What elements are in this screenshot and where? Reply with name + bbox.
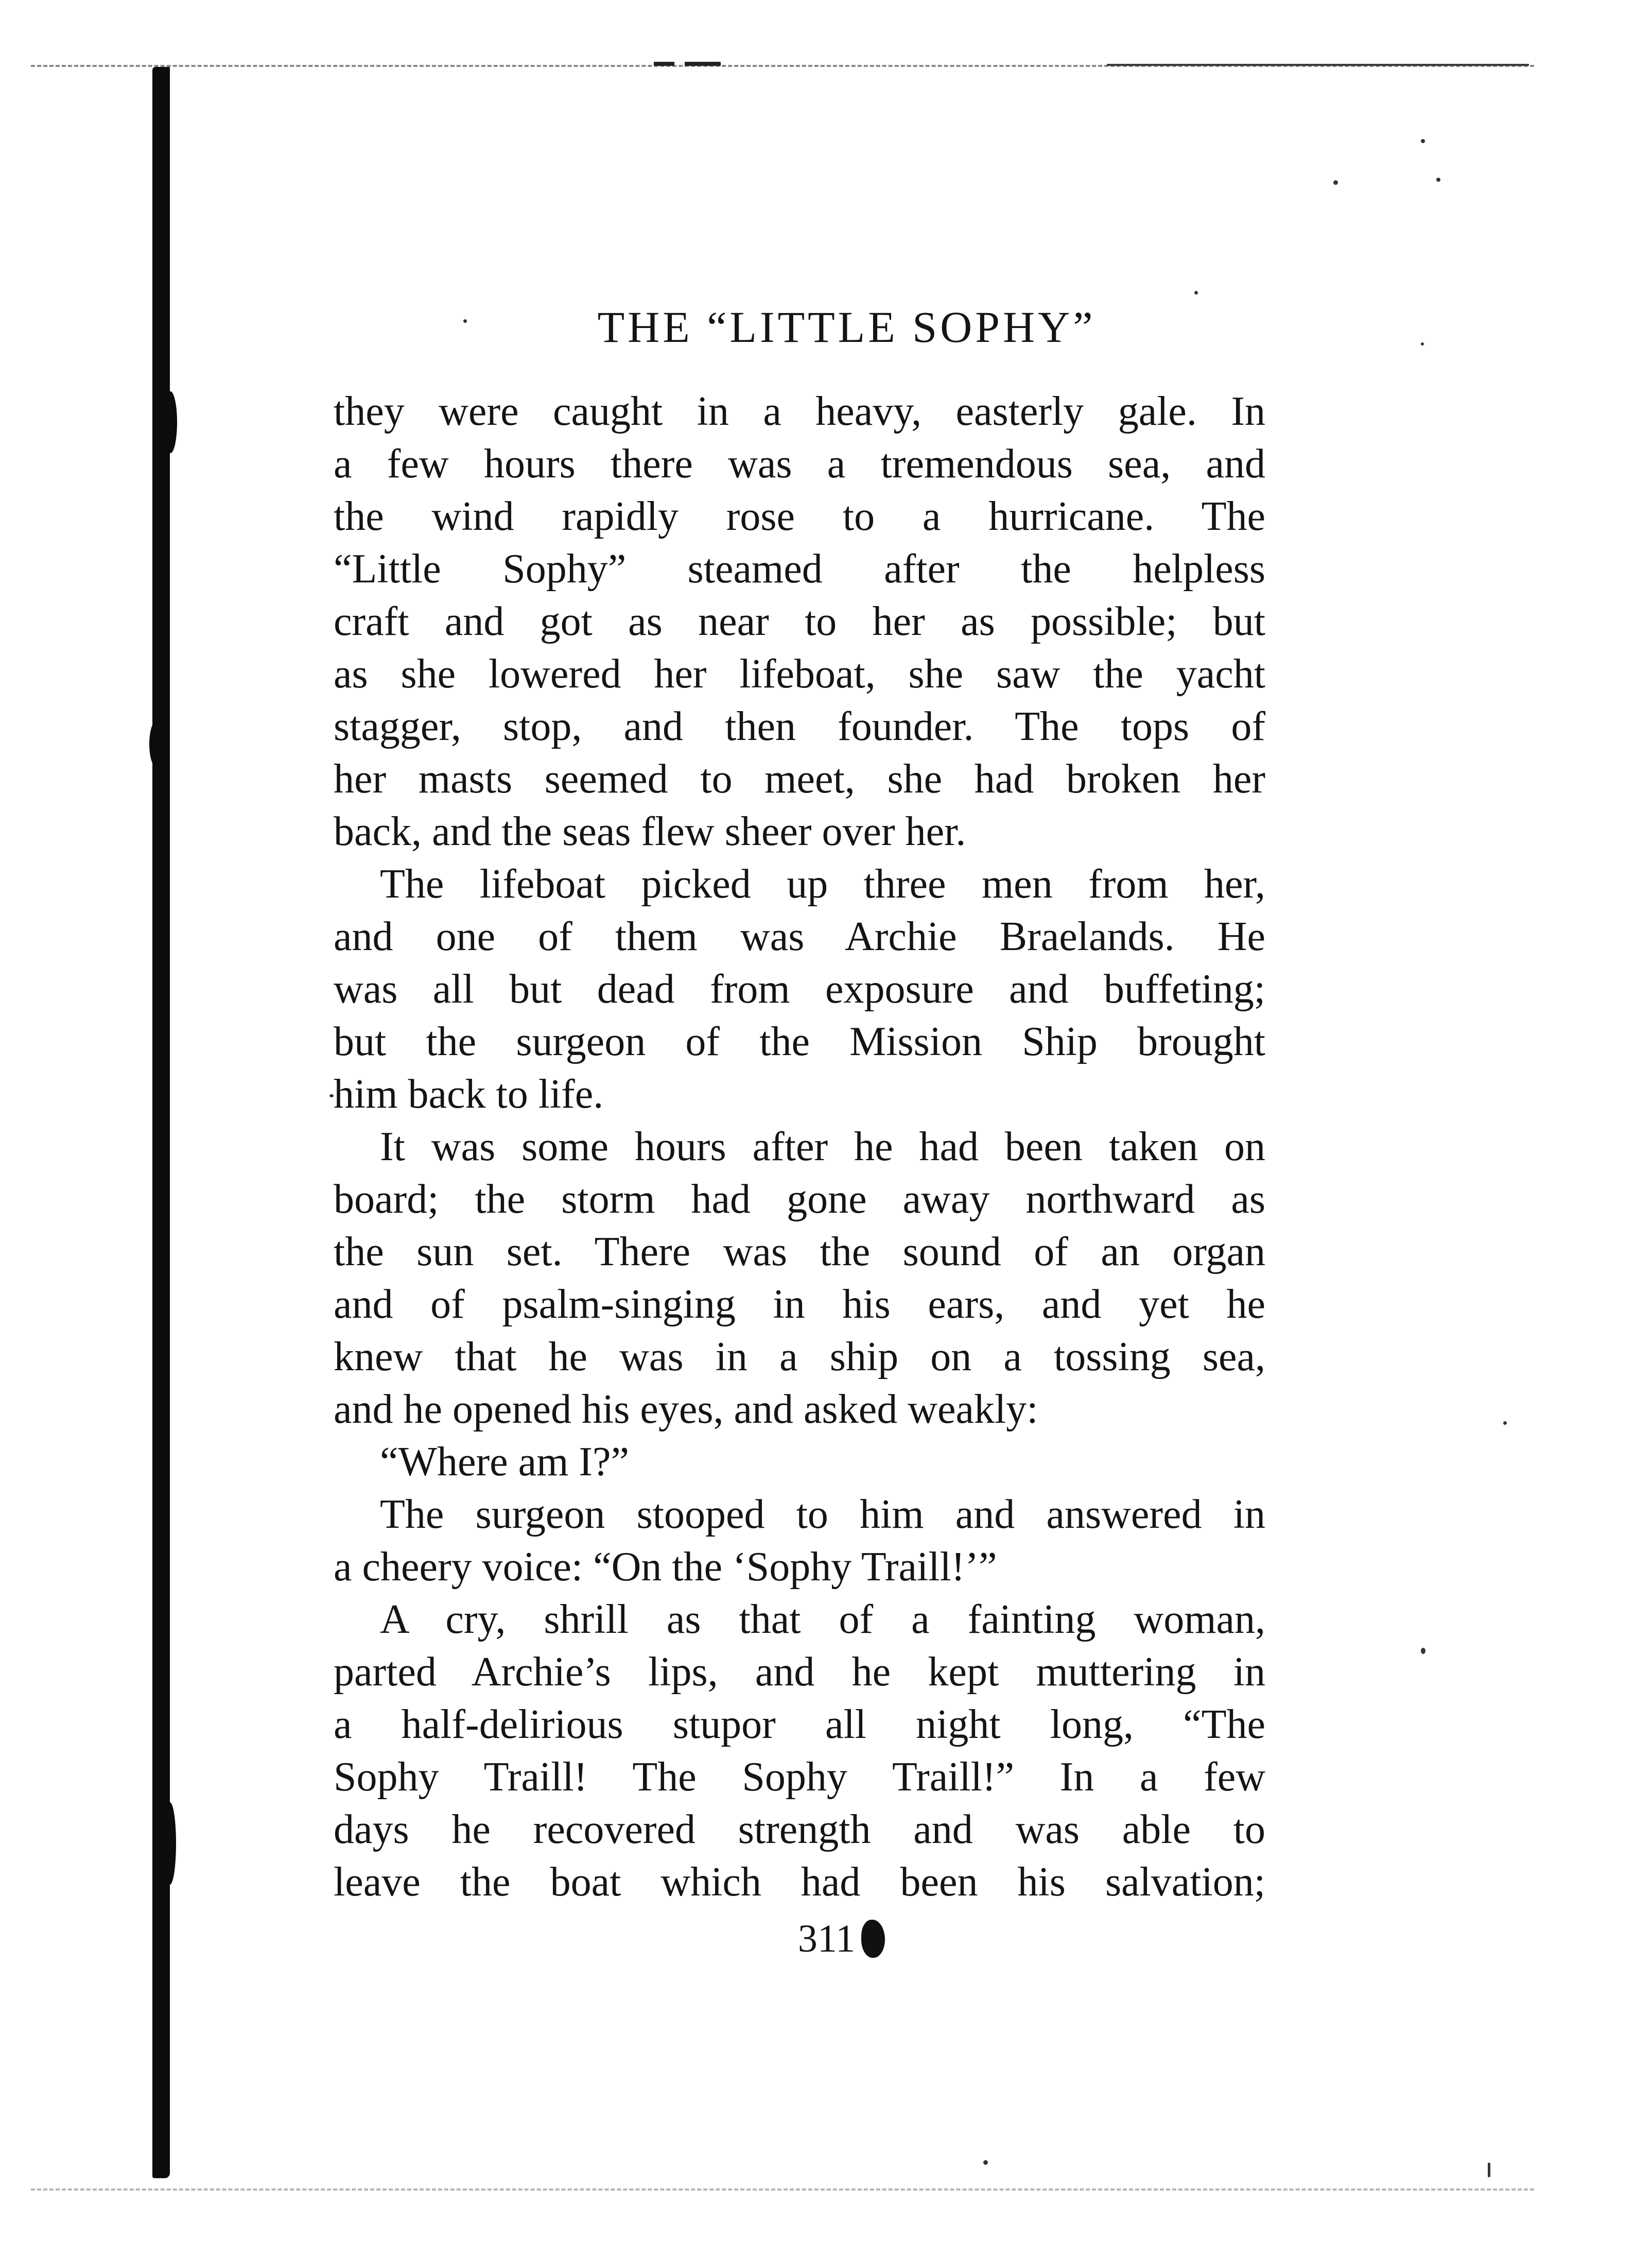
scan-speck: [1436, 178, 1440, 182]
paragraph: [334, 1488, 1265, 1593]
paragraph: [334, 1436, 1265, 1488]
text-line: It was some hours after he had been taken on: [380, 1124, 1265, 1169]
text-line: and one of them was Archie Braelands. He: [334, 914, 1265, 959]
text-line: a few hours there was a tremendous sea, and: [334, 441, 1265, 487]
page-number-text: 311: [797, 1917, 856, 1960]
text-line: but the surgeon of the Mission Ship brought: [334, 1019, 1265, 1064]
page-number: [0, 1913, 1652, 1964]
text-line: back, and the seas flew sheer over her.: [334, 809, 966, 854]
scan-speck: [329, 1094, 334, 1097]
text-line: board; the storm had gone away northward as: [334, 1177, 1265, 1222]
binding-shadow: [164, 391, 177, 453]
scan-bottom-edge: [31, 2188, 1534, 2191]
paragraph: [334, 858, 1265, 1120]
text-line: A cry, shrill as that of a fainting woman,: [380, 1597, 1265, 1642]
text-line: The lifeboat picked up three men from her,: [380, 861, 1265, 907]
text-line: stagger, stop, and then founder. The tops of: [334, 704, 1265, 749]
binding-shadow: [164, 1802, 176, 1885]
text-line: her masts seemed to meet, she had broken her: [334, 756, 1265, 802]
text-line: days he recovered strength and was able to: [334, 1807, 1265, 1852]
scan-speck: [1503, 1421, 1507, 1425]
text-line: and he opened his eyes, and asked weakly:: [334, 1387, 1038, 1432]
scan-speck: [1421, 1648, 1425, 1654]
text-line: parted Archie’s lips, and he kept muttering in: [334, 1649, 1265, 1695]
scan-speck: [1488, 2163, 1490, 2177]
text-line: the wind rapidly rose to a hurricane. The: [334, 494, 1265, 539]
text-line: “Where am I?”: [380, 1439, 630, 1485]
running-head: THE “LITTLE SOPHY”: [597, 302, 1096, 352]
body-text: [334, 385, 1265, 1908]
text-line: The surgeon stooped to him and answered in: [380, 1492, 1265, 1537]
text-line: was all but dead from exposure and buffeting;: [334, 967, 1265, 1012]
text-line: craft and got as near to her as possible; but: [334, 599, 1265, 644]
text-line: and of psalm-singing in his ears, and yet he: [334, 1282, 1265, 1327]
text-line: they were caught in a heavy, easterly gale. In: [334, 389, 1265, 434]
text-line: knew that he was in a ship on a tossing sea,: [334, 1334, 1265, 1380]
paragraph: [334, 1120, 1265, 1436]
scan-speck: [983, 2160, 988, 2165]
text-line: the sun set. There was the sound of an organ: [334, 1229, 1265, 1274]
binding-shadow: [149, 721, 164, 767]
text-line: leave the boat which had been his salvation;: [334, 1859, 1265, 1905]
text-line: a cheery voice: “On the ‘Sophy Traill!’”: [334, 1544, 997, 1590]
scan-speck: [1421, 139, 1425, 143]
scan-top-edge-solid: [1107, 64, 1529, 66]
scan-speck: [1333, 180, 1338, 185]
text-line: “Little Sophy” steamed after the helpless: [334, 546, 1265, 592]
text-line: Sophy Traill! The Sophy Traill!” In a few: [334, 1754, 1265, 1800]
scan-mark: [654, 62, 674, 66]
scan-speck: [1194, 291, 1198, 295]
paragraph: [334, 1593, 1265, 1908]
text-line: him back to life.: [334, 1072, 604, 1117]
ink-blot-icon: [861, 1920, 885, 1958]
paragraph: [334, 385, 1265, 858]
text-line: as she lowered her lifeboat, she saw the yacht: [334, 651, 1265, 697]
scan-mark: [685, 62, 721, 66]
text-line: a half-delirious stupor all night long, “The: [334, 1702, 1265, 1747]
